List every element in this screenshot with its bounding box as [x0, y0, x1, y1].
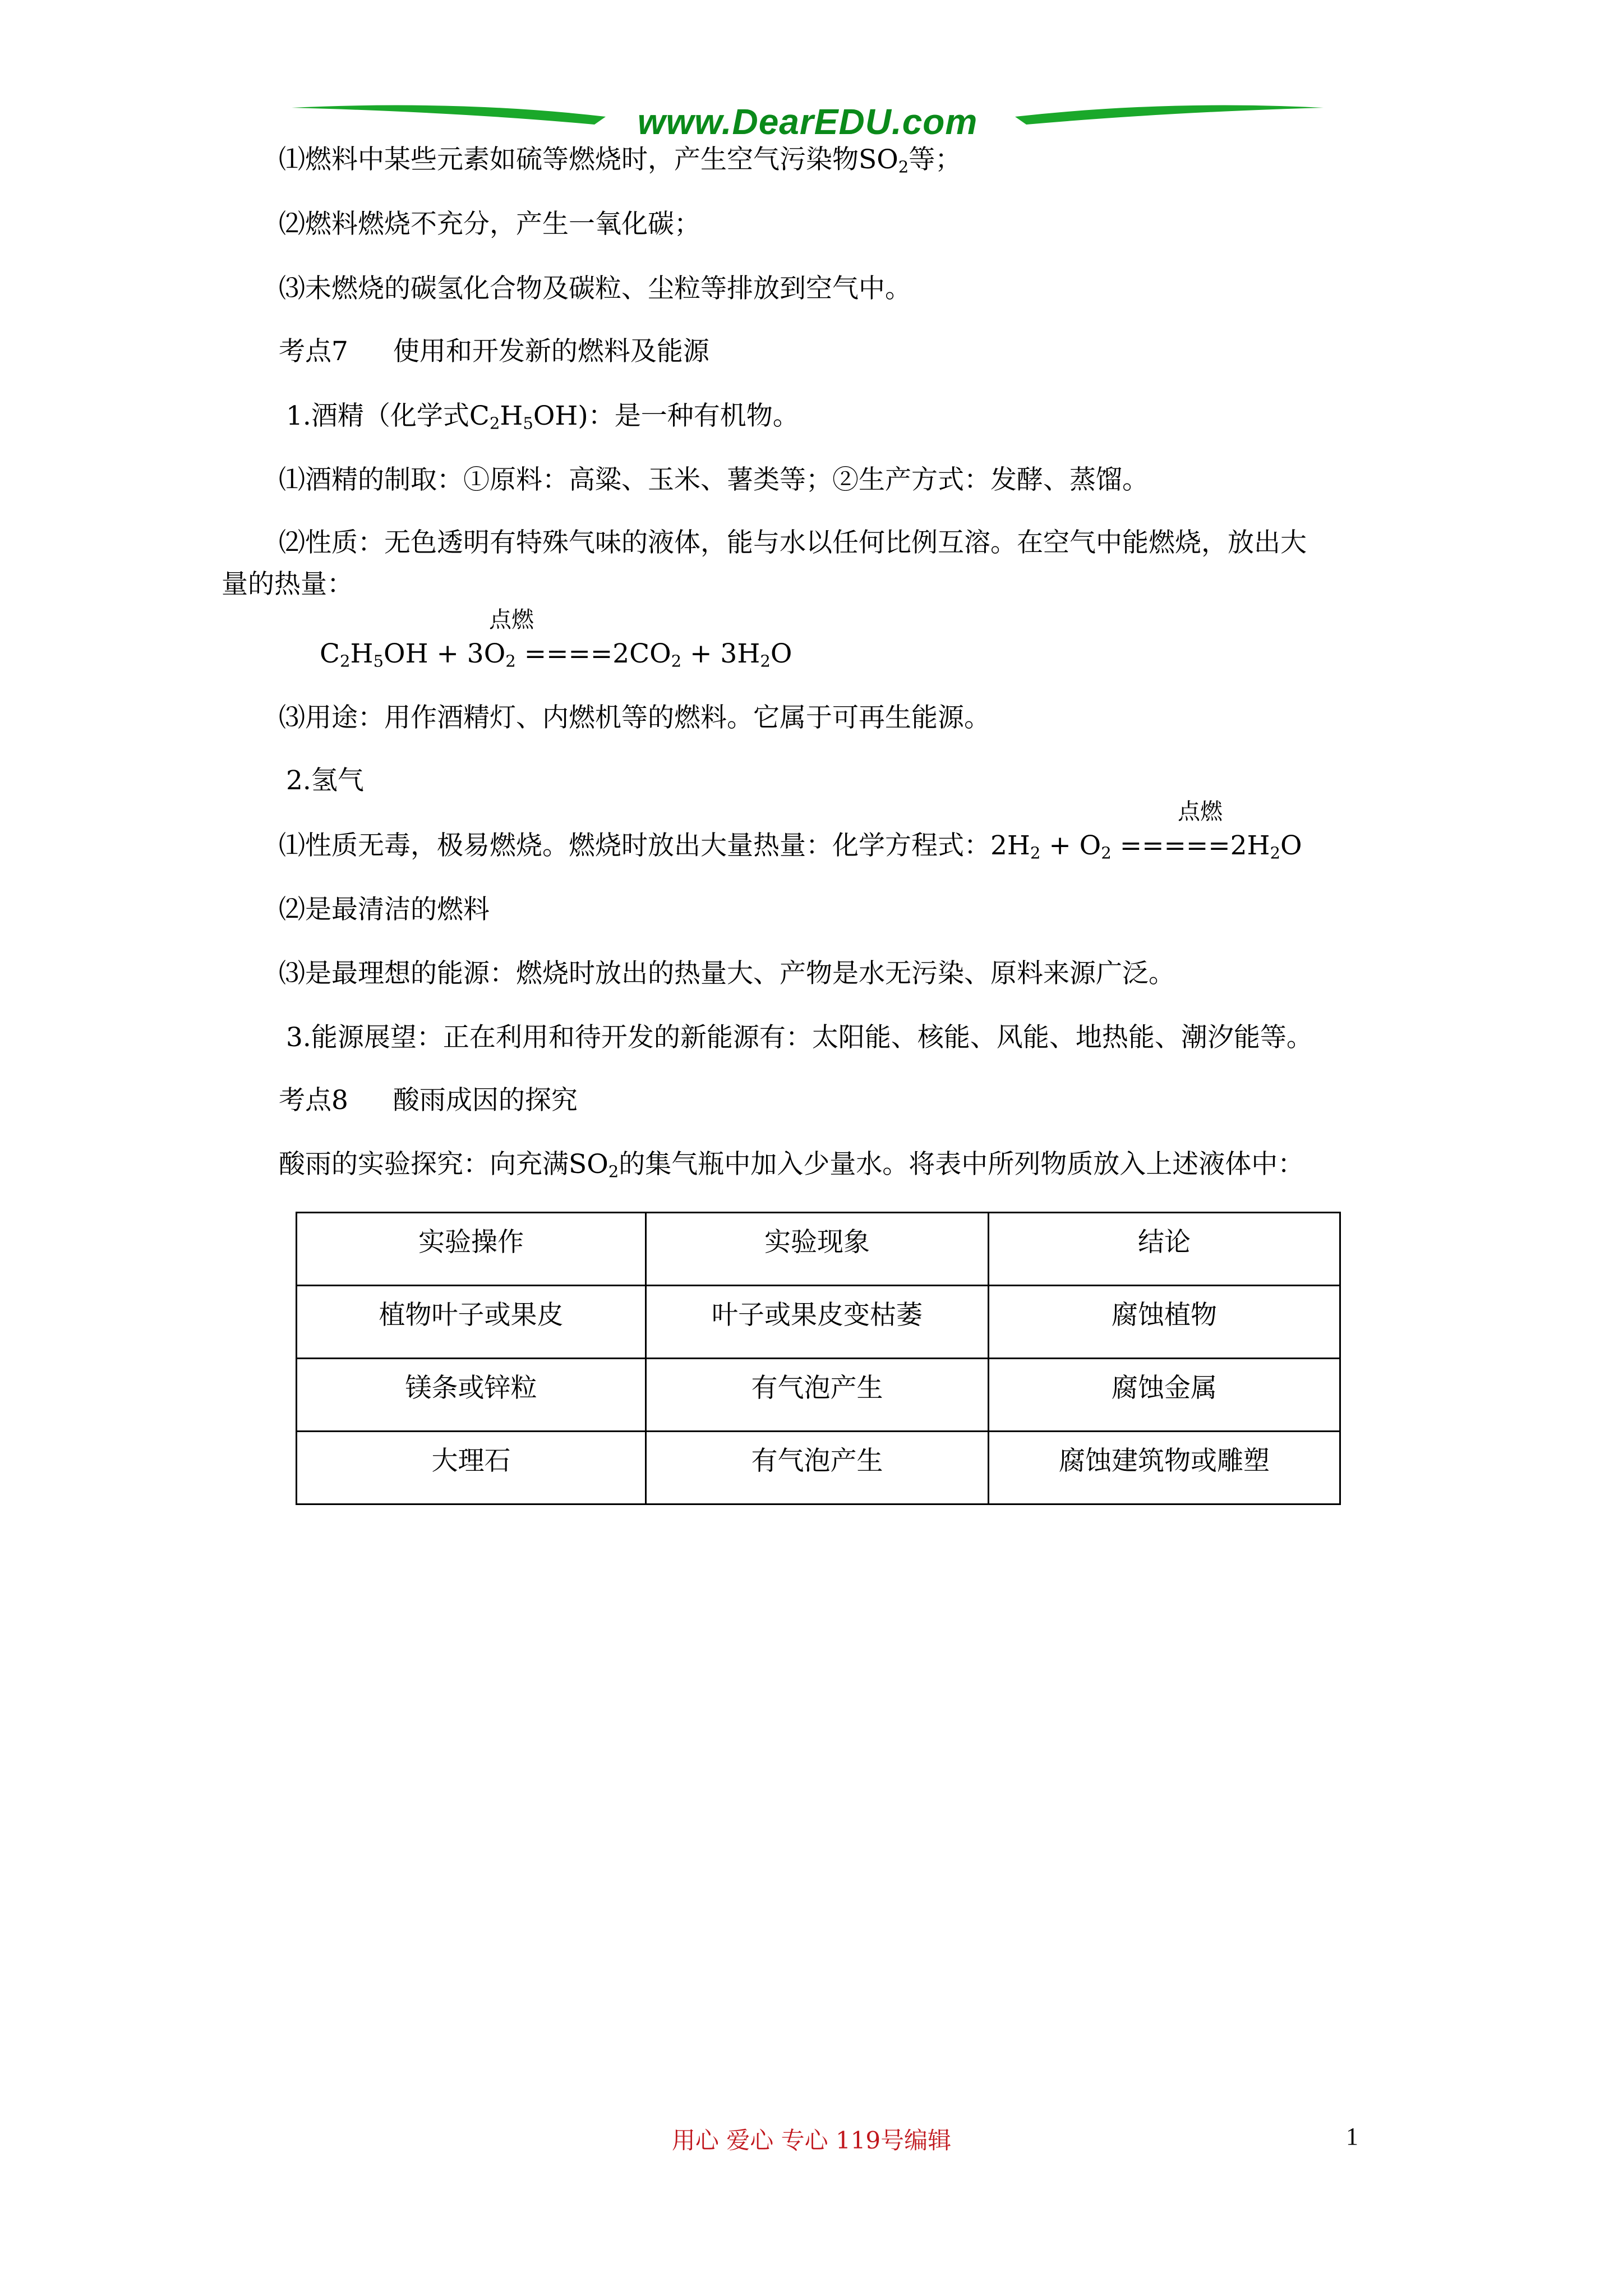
- table-cell: 镁条或锌粒: [297, 1359, 646, 1432]
- line-pollutant-so2: ⑴燃料中某些元素如硫等燃烧时，产生空气污染物$SO_2$等；: [279, 144, 962, 177]
- hydrogen-cleanest: ⑵是最清洁的燃料: [279, 894, 490, 925]
- acid-rain-experiment: 酸雨的实验探究：向充满$SO_2$的集气瓶中加入少量水。将表中所列物质放入上述液体中：: [279, 1149, 1304, 1181]
- alcohol-properties-line1: ⑵性质：无色透明有特殊气味的液体，能与水以任何比例互溶。在空气中能燃烧，放出大: [279, 527, 1307, 558]
- table-row: [297, 1432, 1340, 1504]
- table-row: [297, 1286, 1340, 1359]
- line-co: ⑵燃料燃烧不充分，产生一氧化碳；: [279, 209, 700, 240]
- table-header-cell: 结论: [989, 1213, 1340, 1286]
- table-cell: 有气泡产生: [645, 1359, 988, 1432]
- equation1-condition: 点燃: [489, 607, 534, 633]
- table-header-cell: 实验操作: [297, 1213, 646, 1286]
- equation-ethanol-combustion: $C_2H_5OH + 3O_2 ====2CO_2 + 3H_2O$: [320, 638, 792, 671]
- table-header-row: [297, 1213, 1340, 1286]
- equation2-condition: 点燃: [1178, 799, 1223, 825]
- footer-slogan: 用心 爱心 专心 119号编辑: [671, 2127, 952, 2154]
- table-cell: 有气泡产生: [645, 1432, 988, 1504]
- site-logo-text: www.DearEDU.com: [637, 102, 978, 142]
- alcohol-intro: 1.酒精（化学式$C_2H_5OH$)：是一种有机物。: [286, 401, 799, 433]
- line-hydrocarbons: ⑶未燃烧的碳氢化合物及碳粒、尘粒等排放到空气中。: [279, 273, 911, 304]
- hydrogen-heading: 2.氢气: [286, 765, 364, 796]
- table-cell: 叶子或果皮变枯萎: [645, 1286, 988, 1359]
- table-cell: 腐蚀建筑物或雕塑: [989, 1432, 1340, 1504]
- alcohol-properties-line2: 量的热量：: [222, 569, 353, 600]
- alcohol-uses: ⑶用途：用作酒精灯、内燃机等的燃料。它属于可再生能源。: [279, 702, 990, 733]
- table-cell: 腐蚀金属: [989, 1359, 1340, 1432]
- hydrogen-properties: ⑴性质无毒，极易燃烧。燃烧时放出大量热量：化学方程式：$2H_2 + O_2 =====2H_2O$: [279, 830, 1302, 863]
- section-heading-k7: 考点7 使用和开发新的燃料及能源: [279, 336, 709, 367]
- table-row: [297, 1359, 1340, 1432]
- section-heading-k8: 考点8 酸雨成因的探究: [279, 1085, 578, 1116]
- table-cell: 腐蚀植物: [989, 1286, 1340, 1359]
- alcohol-production: ⑴酒精的制取：①原料：高粱、玉米、薯类等；②生产方式：发酵、蒸馏。: [279, 464, 1149, 495]
- experiment-table: [296, 1212, 1341, 1505]
- page-number: 1: [1346, 2123, 1358, 2150]
- table-cell: 植物叶子或果皮: [297, 1286, 646, 1359]
- hydrogen-ideal: ⑶是最理想的能源：燃烧时放出的热量大、产物是水无污染、原料来源广泛。: [279, 958, 1175, 989]
- table-header-cell: 实验现象: [645, 1213, 988, 1286]
- energy-outlook: 3.能源展望：正在利用和待开发的新能源有：太阳能、核能、风能、地热能、潮汐能等。: [286, 1022, 1313, 1053]
- table-cell: 大理石: [297, 1432, 646, 1504]
